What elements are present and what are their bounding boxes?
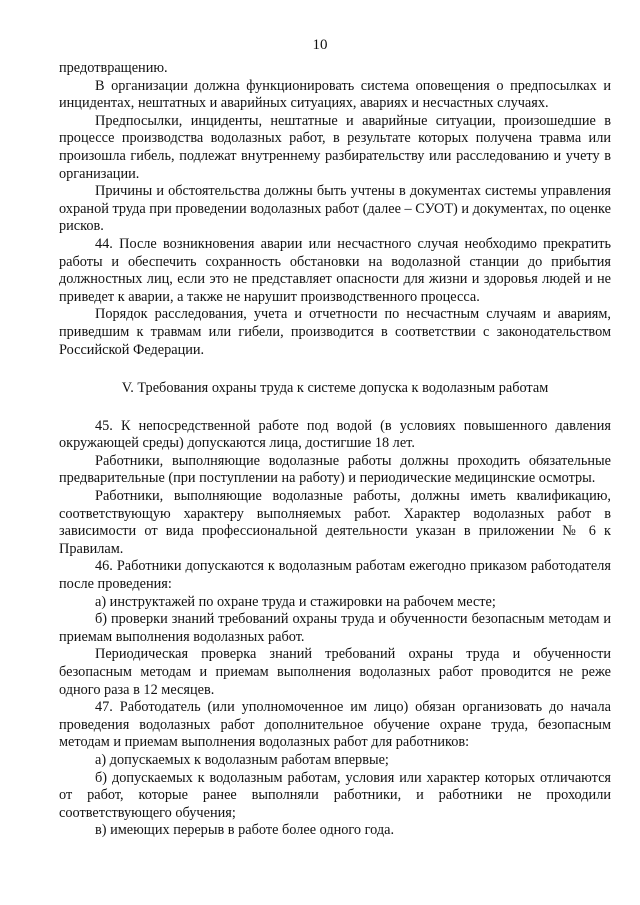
list-item-47c: в) имеющих перерыв в работе более одного года. [95,822,395,839]
page-number: 10 [312,37,328,53]
list-item-46a: а) инструктажей по охране труда и стажировки на рабочем месте; [95,593,496,610]
document-body [59,60,611,840]
paragraph-notification-system: В организации должна функционировать система оповещения о предпосылках и инцидентах, нештатных и аварийных ситуациях, авариях и несчастных случаях. [59,77,611,112]
paragraph-item-45: 45. К непосредственной работе под водой (в условиях повышенного давления окружающей среды) допускаются лица, достигшие 18 лет. [59,417,611,452]
list-item-47b: б) допускаемых к водолазным работам, условия или характер которых отличаются от работ, которые ранее выполняли работники, и работники не проходили соответствующего обучения; [59,769,611,821]
paragraph-continuation: предотвращению. [59,60,168,76]
paragraph-periodic-check: Периодическая проверка знаний требований охраны труда и обученности безопасным методам и приемам выполнения водолазных работ проводится не реже одного раза в 12 месяцев. [59,646,611,698]
paragraph-incident-investigation: Предпосылки, инциденты, нештатные и аварийные ситуации, произошедшие в процессе производства водолазных работ, в результате которых получена травма или произошла гибель, подлежат внутреннему разбирательству или расследованию и учету в организации. [59,112,611,182]
paragraph-item-47: 47. Работодатель (или уполномоченное им лицо) обязан организовать до начала проведения водолазных работ дополнительное обучение охране труда, безопасным методам и приемам выполнения водолазных работ для работников: [59,699,611,751]
section-heading: V. Требования охраны труда к системе допуска к водолазным работам [121,380,549,397]
paragraph-investigation-order: Порядок расследования, учета и отчетности по несчастным случаям и авариям, приведшим к травмам или гибели, производится в соответствии с законодательством Российской Федерации. [59,306,611,358]
paragraph-medical-exams: Работники, выполняющие водолазные работы должны проходить обязательные предварительные (при поступлении на работу) и периодические медицинские осмотры. [59,452,611,487]
paragraph-suot-documents: Причины и обстоятельства должны быть учтены в документах системы управления охраной труда при проведении водолазных работ (далее – СУОТ) и документах, по оценке рисков. [59,183,611,235]
list-item-47a: а) допускаемых к водолазным работам впервые; [95,751,389,768]
paragraph-qualification: Работники, выполняющие водолазные работы, должны иметь квалификацию, соответствующую характеру выполняемых работ. Характер водолазных работ в зависимости от вида профессиональной деятельности указан в приложении № 6 к Правилам. [59,488,611,557]
list-item-46b: б) проверки знаний требований охраны труда и обученности безопасным методам и приемам выполнения водолазных работ. [59,611,611,645]
paragraph-item-44: 44. После возникновения аварии или несчастного случая необходимо прекратить работы и обеспечить сохранность обстановки на водолазной станции до прибытия должностных лиц, если это не представляет опасности для жизни и здоровья людей и не приведет к аварии, а также не нарушит производственного процесса. [59,235,611,305]
paragraph-item-46: 46. Работники допускаются к водолазным работам ежегодно приказом работодателя после проведения: [59,558,611,593]
